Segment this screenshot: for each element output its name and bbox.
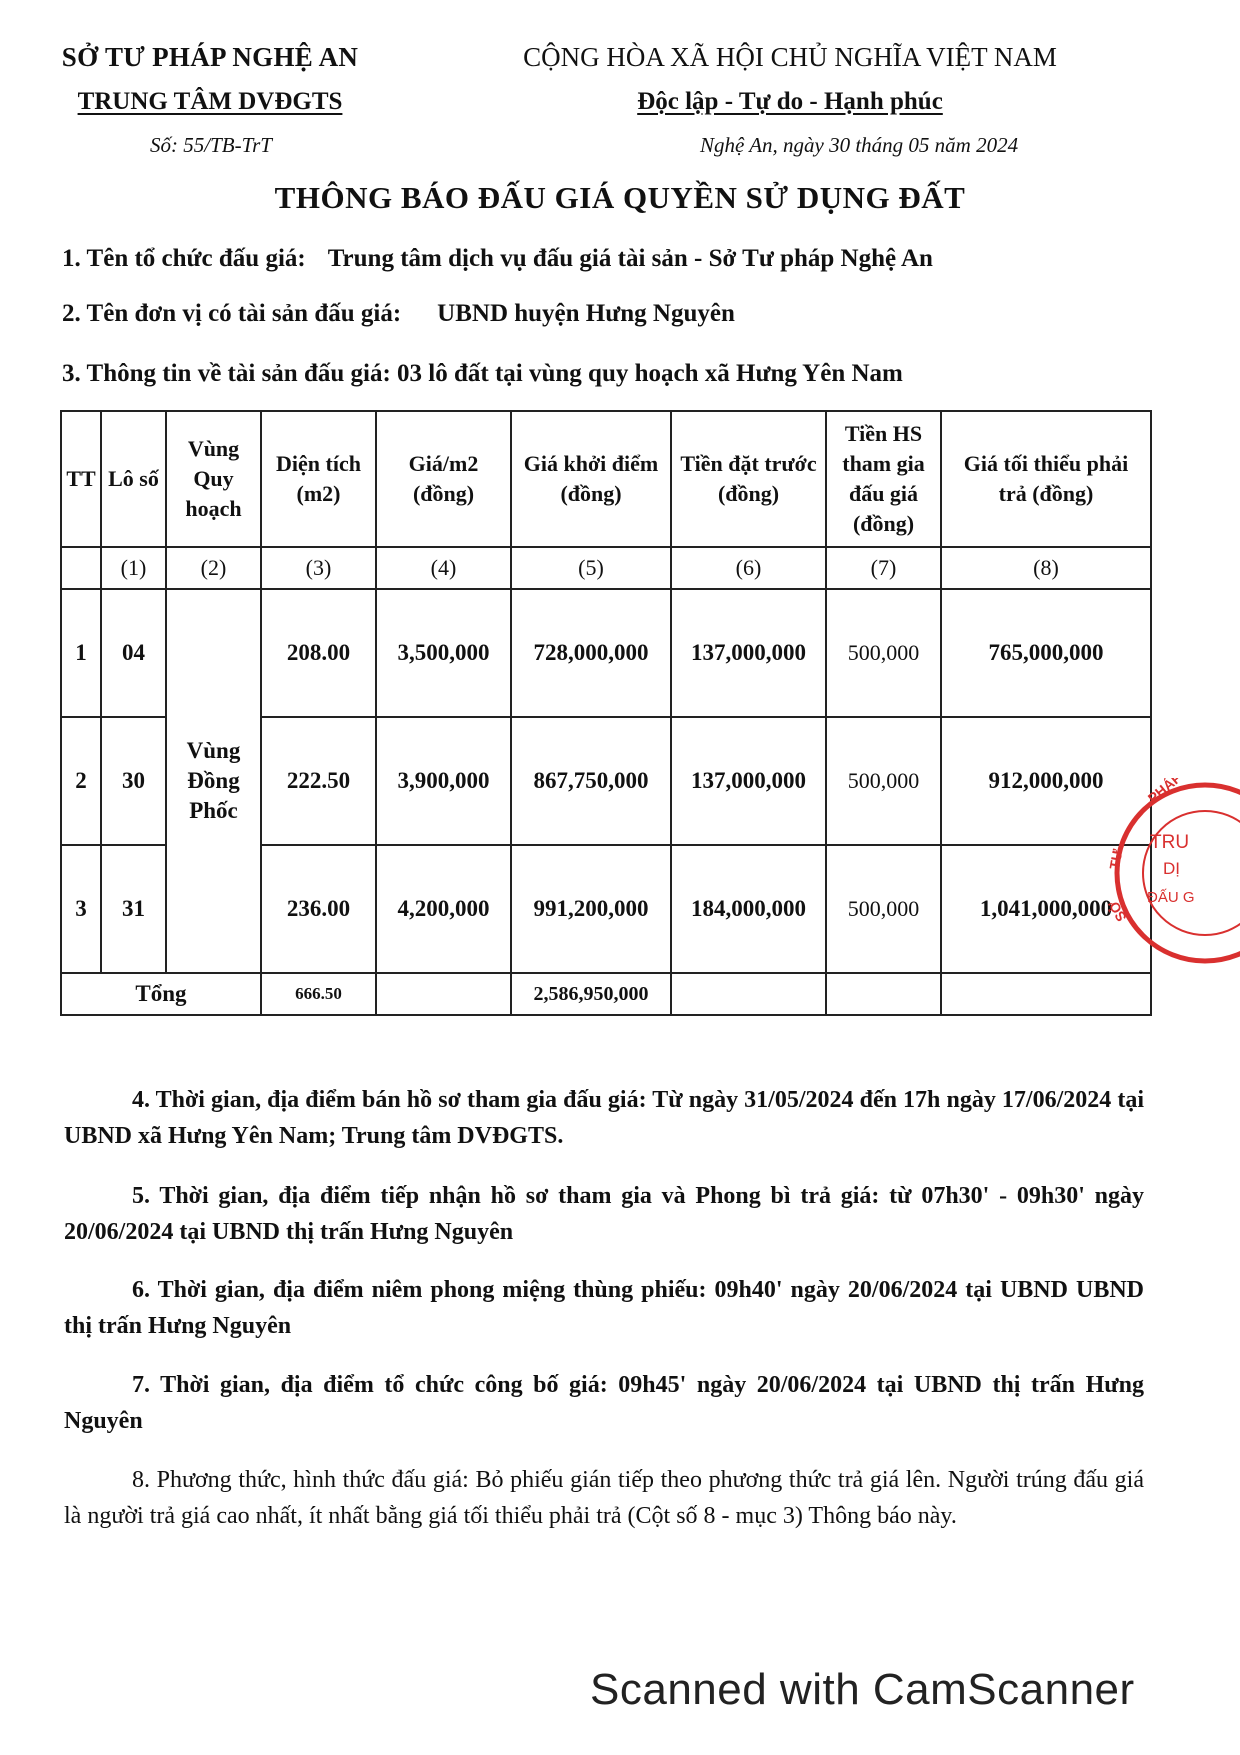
section-7 bbox=[64, 1367, 1144, 1439]
section-6-text: 6. Thời gian, địa điểm niêm phong miệng thùng phiếu: 09h40' ngày 20/06/2024 tại UBND UBND thị trấn Hưng Nguyên bbox=[64, 1277, 1144, 1339]
col-header-min-price: Giá tối thiểu phải trả (đồng) bbox=[941, 411, 1151, 547]
row-fee: 500,000 bbox=[826, 589, 941, 717]
col-number: (4) bbox=[376, 547, 511, 589]
section-8-text: 8. Phương thức, hình thức đấu giá: Bỏ phiếu gián tiếp theo phương thức trả giá lên. Người trúng đấu giá là người trả giá cao nhất, ít nhất bằng giá tối thiểu phải trả (Cột số 8 - mục 3) Thông báo này. bbox=[64, 1467, 1144, 1529]
col-header-start-price: Giá khởi điểm (đồng) bbox=[511, 411, 671, 547]
col-header-deposit: Tiền đặt trước (đồng) bbox=[671, 411, 826, 547]
row-area: 236.00 bbox=[261, 845, 376, 973]
section-8 bbox=[64, 1462, 1144, 1534]
national-title: CỘNG HÒA XÃ HỘI CHỦ NGHĨA VIỆT NAM bbox=[523, 42, 1057, 72]
table-row bbox=[61, 589, 1151, 717]
row-price-m2: 3,900,000 bbox=[376, 717, 511, 845]
row-lot: 31 bbox=[101, 845, 166, 973]
section-4-text: 4. Thời gian, địa điểm bán hồ sơ tham gia đấu giá: Từ ngày 31/05/2024 đến 17h ngày 17/06/2024 tại UBND xã Hưng Yên Nam; Trung tâm DVĐGTS. bbox=[64, 1087, 1144, 1149]
stamp-text-top: PHÁP bbox=[1144, 778, 1185, 807]
row-min-price: 1,041,000,000 bbox=[941, 845, 1151, 973]
total-label: Tổng bbox=[61, 973, 261, 1015]
col-number: (6) bbox=[671, 547, 826, 589]
stamp-text-side: TƯ bbox=[1106, 847, 1126, 871]
col-number: (2) bbox=[166, 547, 261, 589]
row-deposit: 184,000,000 bbox=[671, 845, 826, 973]
col-number: (1) bbox=[101, 547, 166, 589]
row-lot: 30 bbox=[101, 717, 166, 845]
scanner-watermark: Scanned with CamScanner bbox=[590, 1665, 1135, 1714]
stamp-text-line3: ĐẤU G bbox=[1147, 889, 1195, 906]
national-motto bbox=[470, 88, 1110, 116]
document-title: THÔNG BÁO ĐẤU GIÁ QUYỀN SỬ DỤNG ĐẤT bbox=[274, 180, 966, 215]
col-header-zone: Vùng Quy hoạch bbox=[166, 411, 261, 547]
col-number: (5) bbox=[511, 547, 671, 589]
info-asset-owner-label: 2. Tên đơn vị có tài sản đấu giá: bbox=[62, 300, 402, 327]
document-number: Số: 55/TB-TrT bbox=[150, 133, 272, 157]
row-min-price: 765,000,000 bbox=[941, 589, 1151, 717]
info-asset-description: 3. Thông tin về tài sản đấu giá: 03 lô đất tại vùng quy hoạch xã Hưng Yên Nam bbox=[62, 360, 903, 387]
auction-lots-table bbox=[60, 410, 1152, 1016]
info-organizer bbox=[62, 245, 933, 273]
row-min-price: 912,000,000 bbox=[941, 717, 1151, 845]
info-organizer-value: Trung tâm dịch vụ đấu giá tài sản - Sở Tư pháp Nghệ An bbox=[327, 245, 933, 272]
row-tt: 1 bbox=[61, 589, 101, 717]
row-start-price: 728,000,000 bbox=[511, 589, 671, 717]
row-tt: 2 bbox=[61, 717, 101, 845]
total-start-price: 2,586,950,000 bbox=[511, 973, 671, 1015]
row-area: 222.50 bbox=[261, 717, 376, 845]
col-header-lot: Lô số bbox=[101, 411, 166, 547]
place-and-date: Nghệ An, ngày 30 tháng 05 năm 2024 bbox=[700, 133, 1019, 157]
table-header-row bbox=[61, 411, 1151, 547]
official-stamp bbox=[1105, 778, 1240, 968]
section-7-text: 7. Thời gian, địa điểm tổ chức công bố giá: 09h45' ngày 20/06/2024 tại UBND thị trấn Hưng Nguyên bbox=[64, 1372, 1144, 1434]
col-header-fee: Tiền HS tham gia đấu giá (đồng) bbox=[826, 411, 941, 547]
stamp-graphic bbox=[1105, 778, 1240, 968]
stamp-text-line1: TRU bbox=[1150, 832, 1190, 853]
total-row bbox=[61, 973, 1151, 1015]
stamp-text-line2: DỊ bbox=[1163, 859, 1180, 878]
issuing-agency: SỞ TƯ PHÁP NGHỆ AN bbox=[61, 42, 359, 72]
col-header-price-m2: Giá/m2 (đồng) bbox=[376, 411, 511, 547]
total-blank bbox=[376, 973, 511, 1015]
total-blank bbox=[826, 973, 941, 1015]
col-number-blank bbox=[61, 547, 101, 589]
total-area: 666.50 bbox=[261, 973, 376, 1015]
section-5 bbox=[64, 1178, 1144, 1250]
info-asset-owner bbox=[62, 300, 735, 328]
issuing-unit-text: TRUNG TÂM DVĐGTS bbox=[77, 88, 343, 115]
row-price-m2: 3,500,000 bbox=[376, 589, 511, 717]
row-start-price: 991,200,000 bbox=[511, 845, 671, 973]
column-number-row bbox=[61, 547, 1151, 589]
row-lot: 04 bbox=[101, 589, 166, 717]
row-tt: 3 bbox=[61, 845, 101, 973]
row-fee: 500,000 bbox=[826, 845, 941, 973]
info-organizer-label: 1. Tên tổ chức đấu giá: bbox=[62, 245, 306, 272]
row-fee: 500,000 bbox=[826, 717, 941, 845]
col-number: (3) bbox=[261, 547, 376, 589]
section-6 bbox=[64, 1272, 1144, 1344]
col-number: (8) bbox=[941, 547, 1151, 589]
col-header-tt: TT bbox=[61, 411, 101, 547]
total-blank bbox=[671, 973, 826, 1015]
col-header-area: Diện tích (m2) bbox=[261, 411, 376, 547]
row-start-price: 867,750,000 bbox=[511, 717, 671, 845]
stamp-text-side2: SỞ bbox=[1105, 898, 1130, 925]
row-deposit: 137,000,000 bbox=[671, 589, 826, 717]
total-blank bbox=[941, 973, 1151, 1015]
row-area: 208.00 bbox=[261, 589, 376, 717]
section-4 bbox=[64, 1082, 1144, 1154]
col-number: (7) bbox=[826, 547, 941, 589]
info-asset-owner-value: UBND huyện Hưng Nguyên bbox=[437, 300, 735, 327]
national-motto-text: Độc lập - Tự do - Hạnh phúc bbox=[637, 88, 943, 115]
row-price-m2: 4,200,000 bbox=[376, 845, 511, 973]
row-deposit: 137,000,000 bbox=[671, 717, 826, 845]
section-5-text: 5. Thời gian, địa điểm tiếp nhận hồ sơ tham gia và Phong bì trả giá: từ 07h30' - 09h30' ngày 20/06/2024 tại UBND thị trấn Hưng Nguyên bbox=[64, 1183, 1144, 1245]
row-zone: Vùng Đồng Phốc bbox=[166, 589, 261, 973]
issuing-unit bbox=[50, 88, 370, 116]
